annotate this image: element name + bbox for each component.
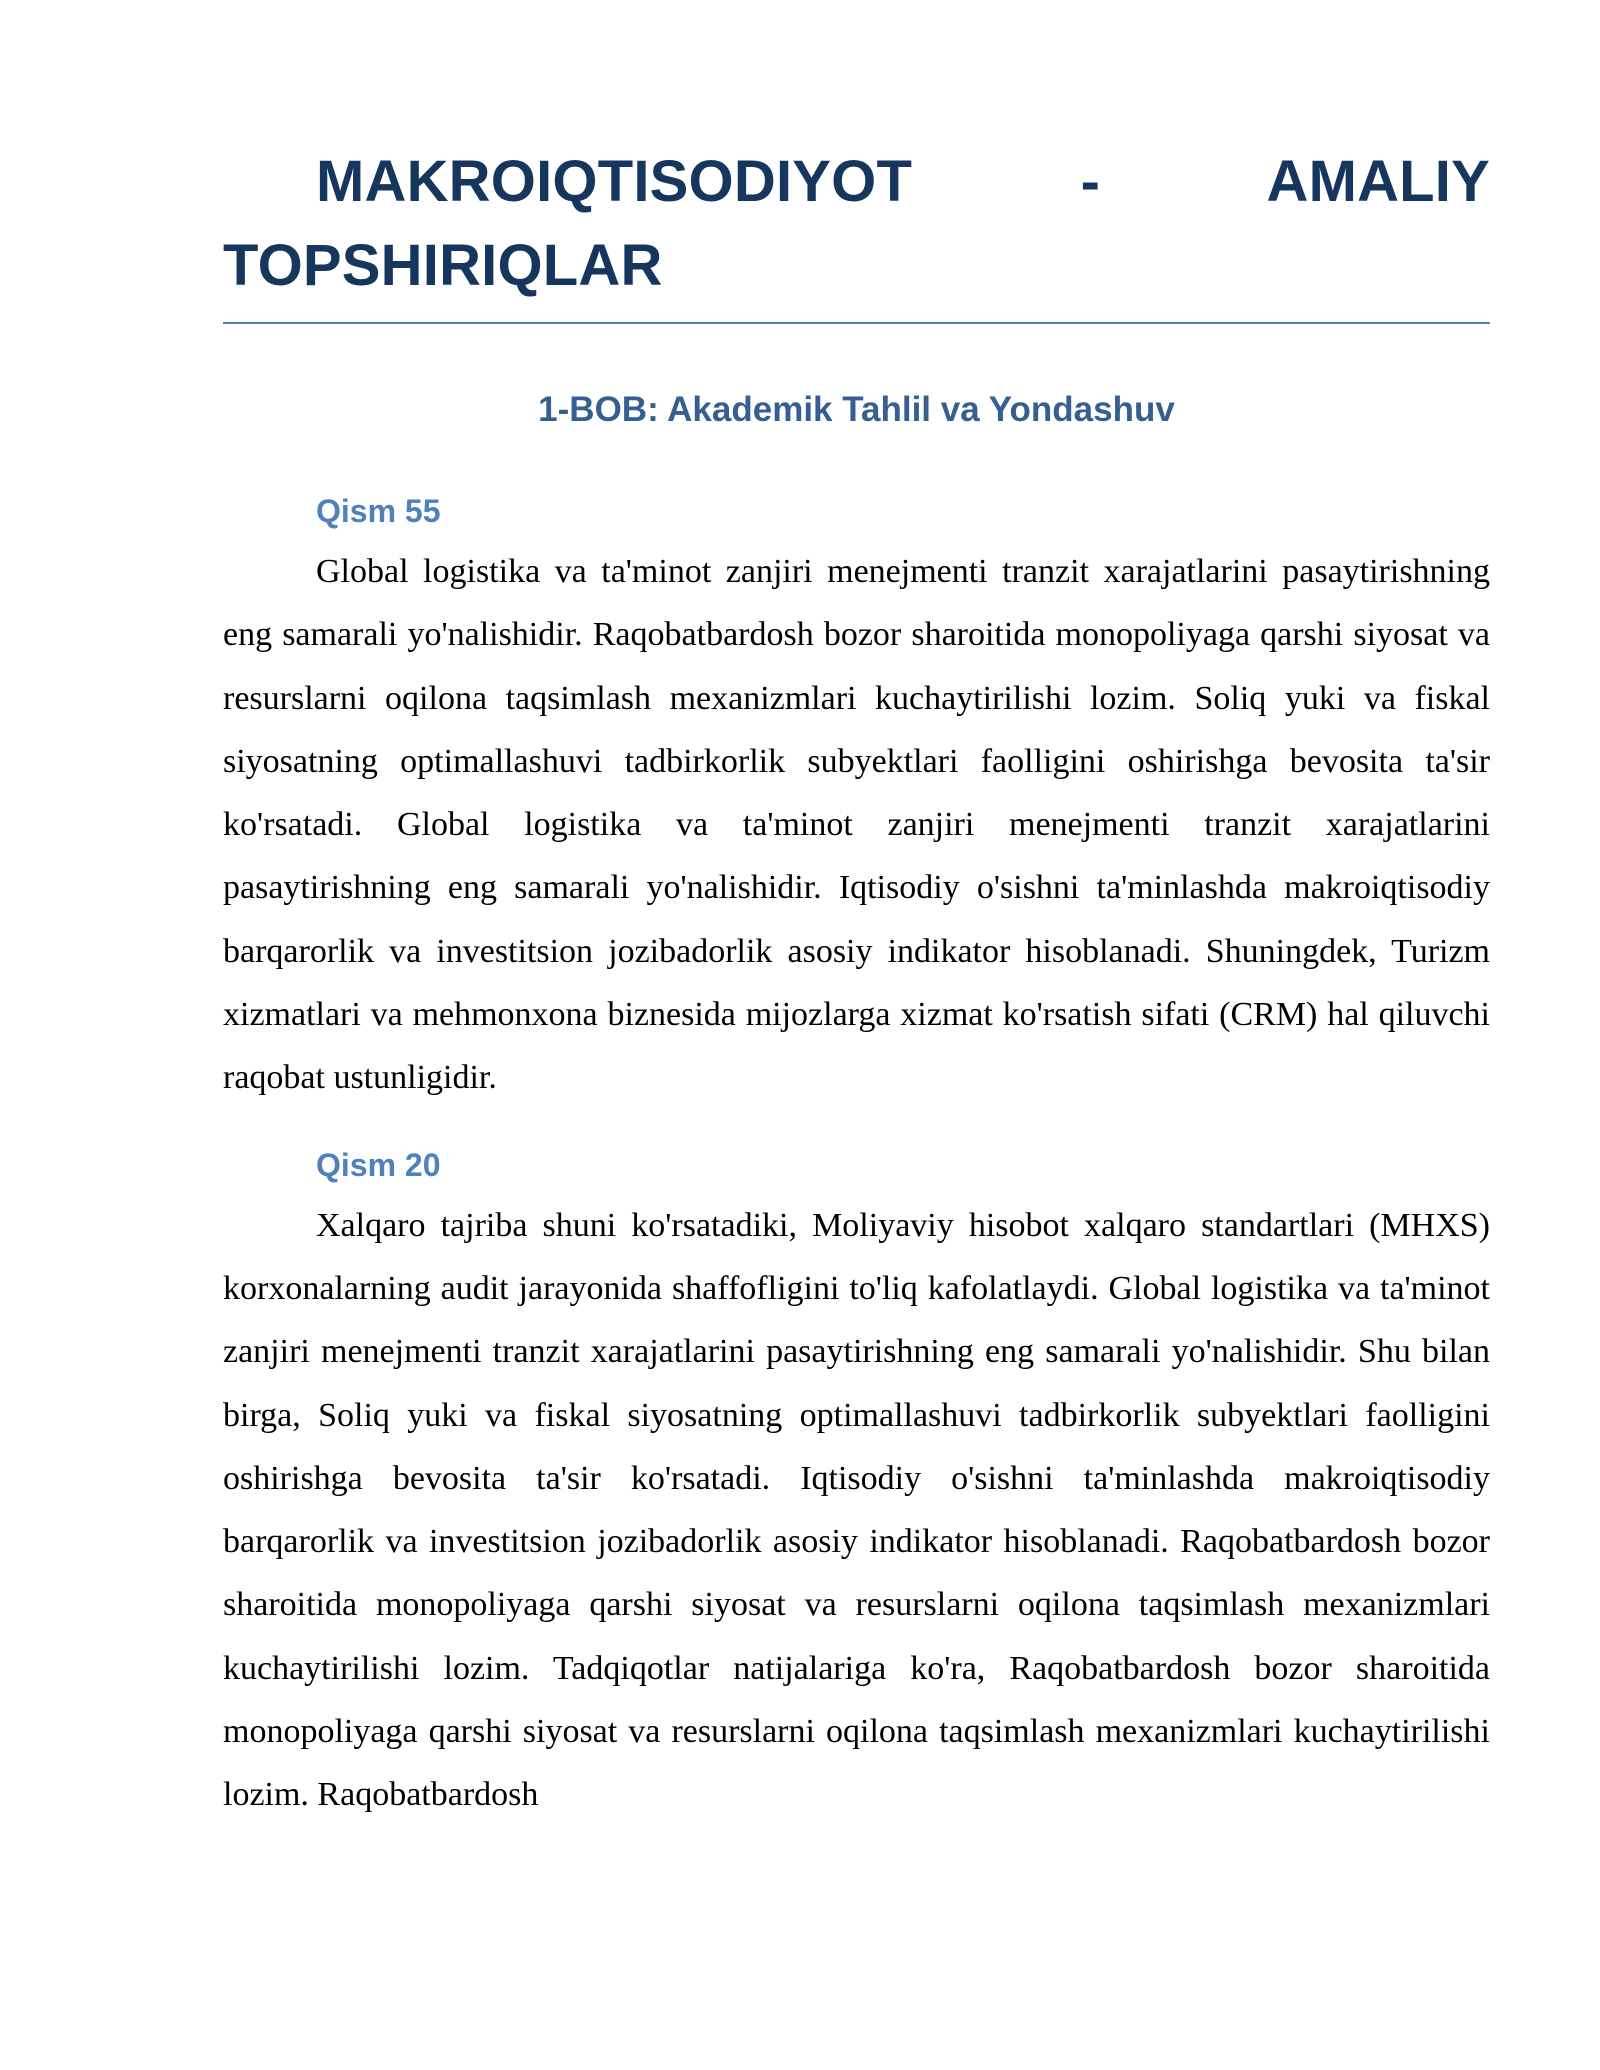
section-heading: Qism 20 [316,1146,441,1183]
document-title: MAKROIQTISODIYOT - AMALIY TOPSHIRIQLAR [223,140,1490,324]
body-paragraph: Global logistika va ta'minot zanjiri menejmenti tranzit xarajatlarini pasaytirishning eng samarali yo'nalishidir. Raqobatbardosh bozor sharoitida monopoliyaga qarshi siyosat va resurslarni oqilona taqsimlash mexanizmlari kuchaytirilishi lozim. Soliq yuki va fiskal siyosatning optimallashuvi tadbirkorlik subyektlari faolligini oshirishga bevosita ta'sir ko'rsatadi. Global logistika va ta'minot zanjiri menejmenti tranzit xarajatlarini pasaytirishning eng samarali yo'nalishidir. Iqtisodiy o'sishni ta'minlashda makroiqtisodiy barqarorlik va investitsion jozibadorlik asosiy indikator hisoblanadi. Shuningdek, Turizm xizmatlari va mehmonxona biznesida mijozlarga xizmat ko'rsatish sifati (CRM) hal qiluvchi raqobat ustunligidir. [223,553,1490,1097]
section-heading: Qism 55 [316,493,441,529]
chapter-heading: 1-BOB: Akademik Tahlil va Yondashuv [538,390,1175,429]
section-qism-20 [223,1144,1490,1827]
body-paragraph: Xalqaro tajriba shuni ko'rsatadiki, Moliyaviy hisobot xalqaro standartlari (MHXS) korxonalarning audit jarayonida shaffofligini to'liq kafolatlaydi. Global logistika va ta'minot zanjiri menejmenti tranzit xarajatlarini pasaytirishning eng samarali yo'nalishidir. Shu bilan birga, Soliq yuki va fiskal siyosatning optimallashuvi tadbirkorlik subyektlari faolligini oshirishga bevosita ta'sir ko'rsatadi. Iqtisodiy o'sishni ta'minlashda makroiqtisodiy barqarorlik va investitsion jozibadorlik asosiy indikator hisoblanadi. Raqobatbardosh bozor sharoitida monopoliyaga qarshi siyosat va resurslarni oqilona taqsimlash mexanizmlari kuchaytirilishi lozim. Tadqiqotlar natijalariga ko'ra, Raqobatbardosh bozor sharoitida monopoliyaga qarshi siyosat va resurslarni oqilona taqsimlash mexanizmlari kuchaytirilishi lozim. Raqobatbardosh [223,1206,1490,1814]
page-content [223,140,1490,1827]
section-qism-55 [223,490,1490,1110]
